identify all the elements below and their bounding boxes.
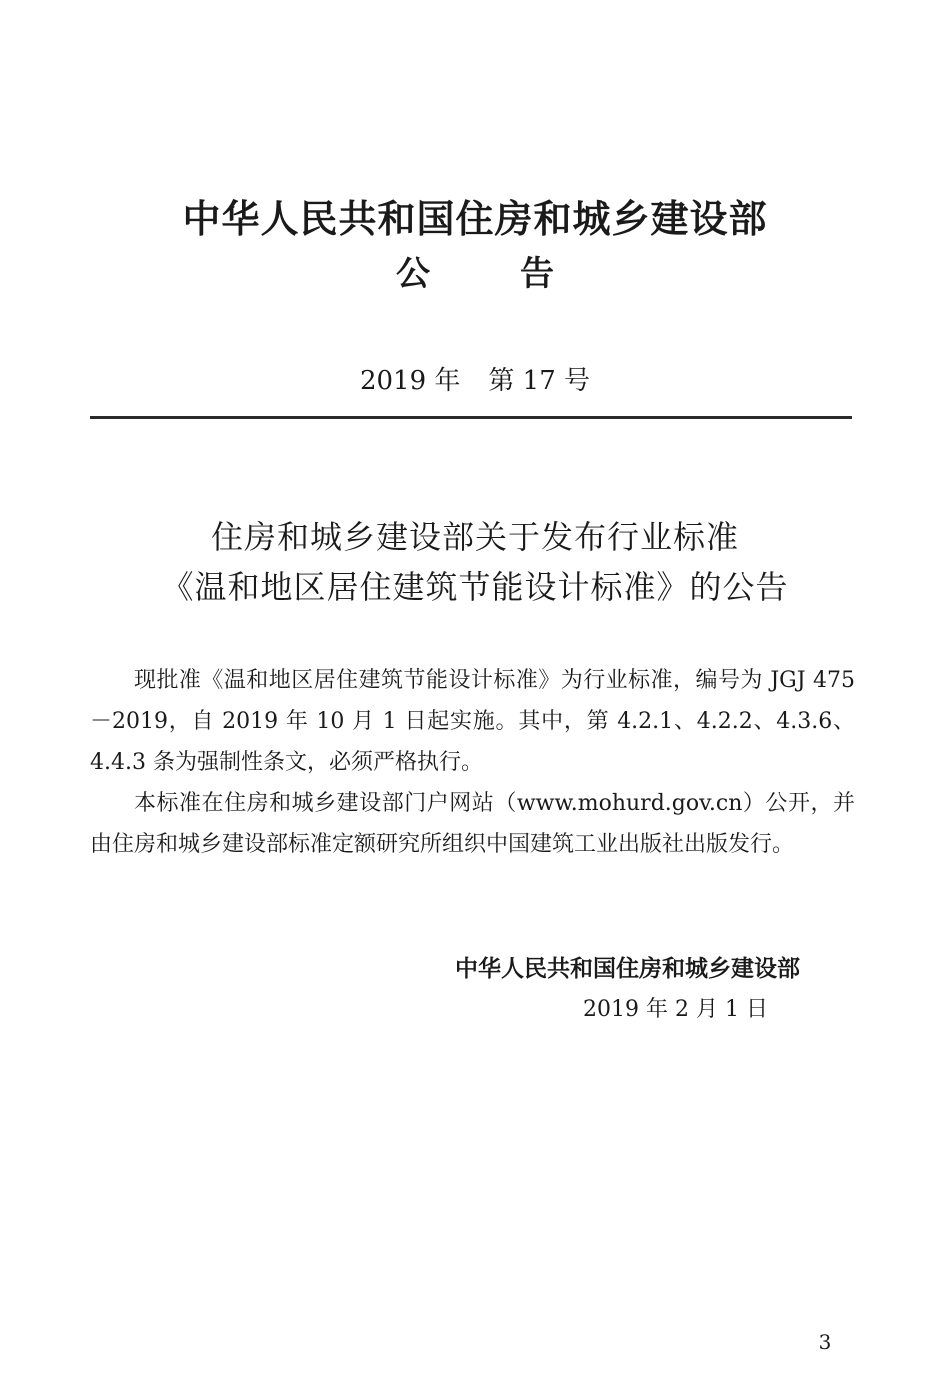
subject-line-2: 《温和地区居住建筑节能设计标准》的公告 — [161, 568, 789, 606]
page-number: 3 — [818, 1330, 832, 1354]
body-paragraph-2: 本标准在住房和城乡建设部门户网站（www.mohurd.gov.cn）公开，并由住房和城乡建设部标准定额研究所组织中国建筑工业出版社出版发行。 — [90, 791, 855, 857]
issue-year: 2019 年 — [359, 366, 461, 396]
issue-no: 第 17 号 — [488, 366, 591, 396]
signature-issuer: 中华人民共和国住房和城乡建设部 — [455, 956, 800, 982]
notice-title — [0, 246, 950, 295]
signature-date: 2019 年 2 月 1 日 — [583, 997, 768, 1022]
ministry-title: 中华人民共和国住房和城乡建设部 — [182, 197, 768, 241]
subject-line-1: 住房和城乡建设部关于发布行业标准 — [210, 518, 739, 556]
notice-title-char-1: 公 — [396, 254, 430, 294]
notice-title-char-2: 告 — [520, 254, 554, 294]
header-divider — [90, 416, 852, 419]
body-paragraph-1: 现批准《温和地区居住建筑节能设计标准》为行业标准，编号为 JGJ 475－2019，自 2019 年 10 月 1 日起实施。其中，第 4.2.1、4.2.2、4.3.6、4.4.3 条为强制性条文，必须严格执行。 — [90, 668, 855, 775]
notice-body — [90, 660, 855, 865]
issue-number — [0, 360, 950, 397]
